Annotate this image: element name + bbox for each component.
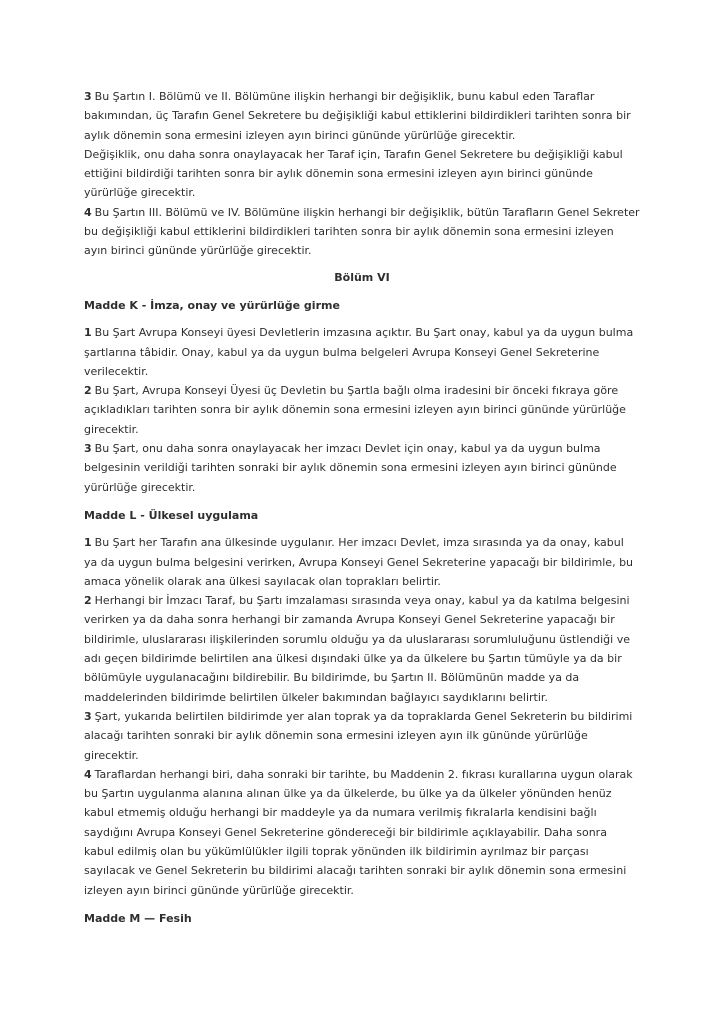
paragraph (84, 87, 640, 145)
paragraph-text: Bu Şartın III. Bölümü ve IV. Bölümüne ilişkin herhangi bir değişiklik, bütün Tarafların Genel Sekreter bu değişikliği kabul ettiklerini bildirdikleri tarihten sonra bir aylık dönemin sona ermesini izleyen ayın birinci gününde yürürlüğe girecektir. (84, 205, 640, 258)
paragraph-text: Bu Şart Avrupa Konseyi üyesi Devletlerin imzasına açıktır. Bu Şart onay, kabul ya da uygun bulma şartlarına tâbidir. Onay, kabul ya da uygun bulma belgeleri Avrupa Konseyi Genel Sekreterine verilecektir. (84, 326, 634, 378)
article-m (84, 909, 640, 928)
paragraph-text: Taraflardan herhangi biri, daha sonraki bir tarihte, bu Maddenin 2. fıkrası kurallarına uygun olarak bu Şartın uygulanma alanına alınan ülke ya da ülkelerde, bu ülke ya da ülkeler yönünden henüz kabul etmemiş olduğu herhangi bir maddeyle ya da numara verilmiş fıkralarla kendisini bağlı saydığını Avrupa Konseyi Genel Sekreterine göndereceği bir bildirimle açıklayabilir. Daha sonra kabul edilmiş olan bu yükümlülükler ilgili toprak yönünden ilk bildirimin ayrılmaz bir parçası sayılacak ve Genel Sekreterin bu bildirimi alacağı tarihten sonraki bir aylık dönemin sona ermesini izleyen ayın birinci gününde yürürlüğe girecektir. (84, 767, 633, 897)
paragraph-number: 1 (84, 536, 92, 550)
paragraph-number: 3 (84, 90, 92, 103)
paragraph-text: Bu Şart, Avrupa Konseyi Üyesi üç Devletin bu Şartla bağlı olma iradesini bir önceki fıkraya göre açıkladıkları tarihten sonra bir aylık dönemin sona ermesini izleyen ayın birinci gününde yürürlüğe girecektir. (84, 384, 626, 436)
paragraph (84, 591, 640, 707)
paragraph (84, 765, 640, 900)
article-l (84, 506, 640, 900)
paragraph (84, 707, 640, 765)
paragraph (84, 203, 640, 261)
paragraph-text: Bu Şart, onu daha sonra onaylayacak her imzacı Devlet için onay, kabul ya da uygun bulma belgesinin verildiği tarihten sonraki bir aylık dönemin sona ermesini izleyen ayın birinci gününde yürürlüğe girecektir. (84, 442, 617, 494)
article-k (84, 296, 640, 497)
paragraph-number: 4 (84, 767, 92, 781)
paragraph-number: 1 (84, 326, 92, 340)
intro-block (84, 87, 640, 261)
paragraph-text: Şart, yukarıda belirtilen bildirimde yer alan toprak ya da topraklarda Genel Sekreterin bu bildirimi alacağı tarihten sonraki bir aylık dönemin sona ermesini izleyen ayın ilk gününde yürürlüğe girecektir. (84, 709, 633, 762)
paragraph-number: 4 (84, 205, 92, 219)
paragraph-number: 3 (84, 709, 92, 723)
paragraph-text: Değişiklik, onu daha sonra onaylayacak her Taraf için, Tarafın Genel Sekretere bu değişikliği kabul ettiğini bildirdiği tarihten sonra bir aylık dönemin sona ermesini izleyen ayın birinci gününde yürürlüğe girecektir. (84, 147, 623, 200)
paragraph-number: 3 (84, 442, 92, 456)
part-heading: Bölüm VI (334, 270, 390, 284)
paragraph-text: Herhangi bir İmzacı Taraf, bu Şartı imzalaması sırasında veya onay, kabul ya da katılma belgesini verirken ya da daha sonra herhangi bir zamanda Avrupa Konseyi Genel Sekreterine yapacağı bir bildirimle, uluslararası ilişkilerinden sorumlu olduğu ya da uluslararası sorumluluğunu üstlendiği ve adı geçen bildirimde belirtilen ana ülkesi dışındaki ülke ya da ülkelere bu Şartın tümüyle ya da bir bölümüyle uygulanacağını bildirebilir. Bu bildirimde, bu Şartın II. Bölümünün madde ya da maddelerinden bildirimde belirtilen ülkeler bakımından bağlayıcı saydıklarını belirtir. (84, 594, 630, 704)
paragraph (84, 381, 640, 439)
paragraph-number: 2 (84, 384, 92, 398)
paragraph-text: Bu Şart her Tarafın ana ülkesinde uygulanır. Her imzacı Devlet, imza sırasında ya da onay, kabul ya da uygun bulma belgesini verirken, Avrupa Konseyi Genel Sekreterine yapacağı bir bildirimle, bu amaca yönelik olarak ana ülkesi sayılacak olan toprakları belirtir. (84, 536, 634, 588)
article-heading: Madde K - İmza, onay ve yürürlüğe girme (84, 298, 340, 312)
paragraph (84, 323, 640, 381)
article-heading: Madde L - Ülkesel uygulama (84, 508, 259, 522)
article-heading: Madde M — Fesih (84, 911, 192, 925)
paragraph (84, 145, 640, 203)
paragraph (84, 439, 640, 497)
paragraph-text: Bu Şartın I. Bölümü ve II. Bölümüne ilişkin herhangi bir değişiklik, bunu kabul eden Taraflar bakımından, üç Tarafın Genel Sekretere bu değişikliği kabul ettiklerini bildirdikleri tarihten sonra bir aylık dönemin sona ermesini izleyen ayın birinci gününde yürürlüğe girecektir. (84, 90, 631, 142)
paragraph-number: 2 (84, 594, 92, 608)
paragraph (84, 533, 640, 591)
